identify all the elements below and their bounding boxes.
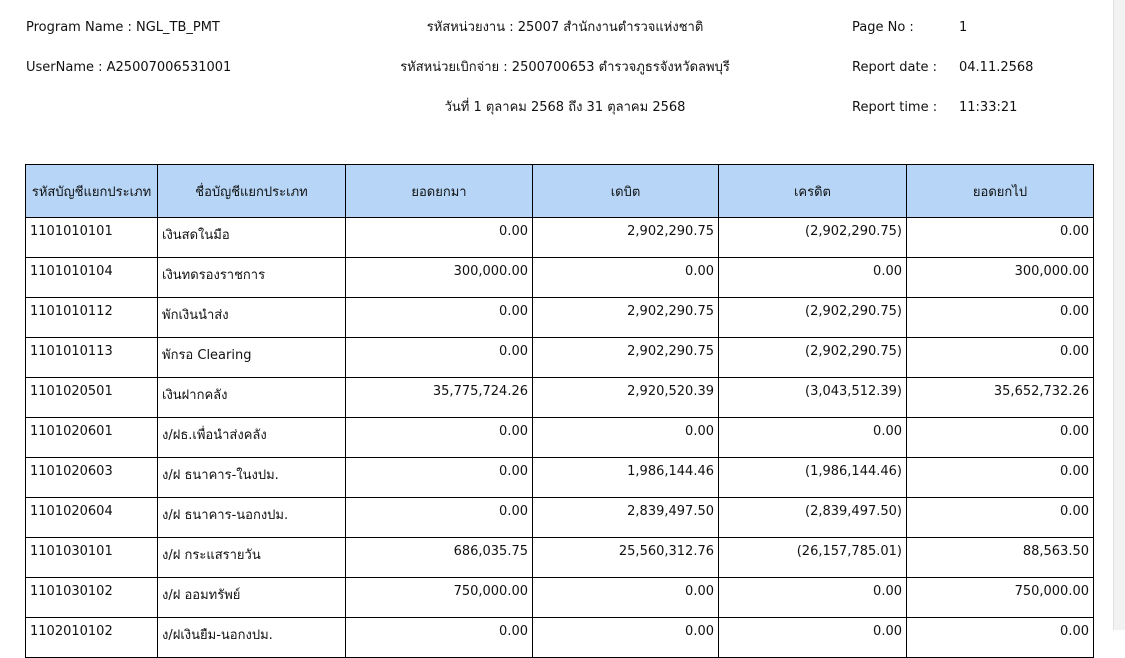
table-row — [26, 218, 1094, 258]
cell-opening-balance: 0.00 — [346, 618, 533, 658]
col-account-code: รหัสบัญชีแยกประเภท — [26, 165, 158, 218]
cell-account-code: 1101010113 — [26, 338, 158, 378]
cell-debit: 2,902,290.75 — [533, 218, 719, 258]
report-time-label: Report time : — [852, 100, 938, 115]
cell-debit: 0.00 — [533, 258, 719, 298]
cell-debit: 0.00 — [533, 618, 719, 658]
cell-debit: 2,839,497.50 — [533, 498, 719, 538]
report-period: วันที่ 1 ตุลาคม 2568 ถึง 31 ตุลาคม 2568 — [444, 100, 686, 115]
table-header-row — [26, 165, 1094, 218]
vertical-scrollbar[interactable] — [1113, 0, 1125, 630]
cell-closing-balance: 300,000.00 — [907, 258, 1094, 298]
cell-credit: 0.00 — [719, 618, 907, 658]
cell-closing-balance: 0.00 — [907, 418, 1094, 458]
col-account-name: ชื่อบัญชีแยกประเภท — [158, 165, 346, 218]
cell-credit: (2,902,290.75) — [719, 338, 907, 378]
cell-account-name: ง/ฝเงินยืม-นอกงปม. — [158, 618, 346, 658]
cell-account-code: 1101020604 — [26, 498, 158, 538]
cell-credit: (2,839,497.50) — [719, 498, 907, 538]
table-row — [26, 418, 1094, 458]
cell-account-code: 1101010104 — [26, 258, 158, 298]
cell-closing-balance: 0.00 — [907, 298, 1094, 338]
cell-closing-balance: 750,000.00 — [907, 578, 1094, 618]
cell-account-code: 1101020603 — [26, 458, 158, 498]
username: UserName : A25007006531001 — [26, 60, 232, 75]
col-closing-balance: ยอดยกไป — [907, 165, 1094, 218]
cell-credit: (1,986,144.46) — [719, 458, 907, 498]
cell-opening-balance: 300,000.00 — [346, 258, 533, 298]
cell-account-code: 1102010102 — [26, 618, 158, 658]
table-row — [26, 378, 1094, 418]
cell-account-code: 1101010101 — [26, 218, 158, 258]
cell-closing-balance: 0.00 — [907, 218, 1094, 258]
program-name: Program Name : NGL_TB_PMT — [26, 20, 220, 35]
col-debit: เดบิต — [533, 165, 719, 218]
cell-opening-balance: 0.00 — [346, 298, 533, 338]
report-date-label: Report date : — [852, 60, 938, 75]
cell-account-name: เงินสดในมือ — [158, 218, 346, 258]
cell-debit: 0.00 — [533, 418, 719, 458]
table-row — [26, 338, 1094, 378]
cell-closing-balance: 0.00 — [907, 498, 1094, 538]
table-row — [26, 258, 1094, 298]
cell-opening-balance: 0.00 — [346, 498, 533, 538]
cell-account-name: ง/ฝ ออมทรัพย์ — [158, 578, 346, 618]
col-credit: เครดิต — [719, 165, 907, 218]
cell-credit: 0.00 — [719, 578, 907, 618]
cell-closing-balance: 35,652,732.26 — [907, 378, 1094, 418]
cell-account-name: ง/ฝ กระแสรายวัน — [158, 538, 346, 578]
cell-closing-balance: 0.00 — [907, 458, 1094, 498]
cell-credit: 0.00 — [719, 258, 907, 298]
cell-debit: 2,902,290.75 — [533, 338, 719, 378]
table-row — [26, 538, 1094, 578]
cell-credit: (3,043,512.39) — [719, 378, 907, 418]
cell-credit: 0.00 — [719, 418, 907, 458]
cell-debit: 1,986,144.46 — [533, 458, 719, 498]
cell-account-name: พักรอ Clearing — [158, 338, 346, 378]
cell-account-name: ง/ฝ ธนาคาร-ในงปม. — [158, 458, 346, 498]
table-row — [26, 298, 1094, 338]
cell-opening-balance: 0.00 — [346, 418, 533, 458]
page-no-label: Page No : — [852, 20, 914, 35]
cell-account-name: เงินทดรองราชการ — [158, 258, 346, 298]
cell-account-name: พักเงินนำส่ง — [158, 298, 346, 338]
cell-account-name: ง/ฝธ.เพื่อนำส่งคลัง — [158, 418, 346, 458]
cell-opening-balance: 0.00 — [346, 338, 533, 378]
cell-account-code: 1101030102 — [26, 578, 158, 618]
cell-account-code: 1101020601 — [26, 418, 158, 458]
cell-opening-balance: 35,775,724.26 — [346, 378, 533, 418]
table-row — [26, 498, 1094, 538]
cell-credit: (2,902,290.75) — [719, 298, 907, 338]
cell-opening-balance: 0.00 — [346, 458, 533, 498]
trial-balance-table — [25, 164, 1094, 658]
cell-closing-balance: 0.00 — [907, 618, 1094, 658]
cell-opening-balance: 750,000.00 — [346, 578, 533, 618]
page-no-value: 1 — [959, 20, 968, 35]
cell-account-code: 1101030101 — [26, 538, 158, 578]
cell-account-name: เงินฝากคลัง — [158, 378, 346, 418]
report-time-value: 11:33:21 — [959, 100, 1018, 115]
table-row — [26, 618, 1094, 658]
table-row — [26, 458, 1094, 498]
cell-closing-balance: 88,563.50 — [907, 538, 1094, 578]
agency-code: รหัสหน่วยงาน : 25007 สำนักงานตำรวจแห่งชาติ — [426, 20, 704, 35]
cell-debit: 0.00 — [533, 578, 719, 618]
disbursing-unit: รหัสหน่วยเบิกจ่าย : 2500700653 ตำรวจภูธรจังหวัดลพบุรี — [400, 60, 730, 75]
cell-opening-balance: 0.00 — [346, 218, 533, 258]
cell-debit: 2,920,520.39 — [533, 378, 719, 418]
cell-account-name: ง/ฝ ธนาคาร-นอกงปม. — [158, 498, 346, 538]
cell-debit: 2,902,290.75 — [533, 298, 719, 338]
report-date-value: 04.11.2568 — [959, 60, 1034, 75]
cell-credit: (2,902,290.75) — [719, 218, 907, 258]
cell-debit: 25,560,312.76 — [533, 538, 719, 578]
col-opening-balance: ยอดยกมา — [346, 165, 533, 218]
cell-account-code: 1101020501 — [26, 378, 158, 418]
cell-opening-balance: 686,035.75 — [346, 538, 533, 578]
table-row — [26, 578, 1094, 618]
cell-account-code: 1101010112 — [26, 298, 158, 338]
cell-closing-balance: 0.00 — [907, 338, 1094, 378]
cell-credit: (26,157,785.01) — [719, 538, 907, 578]
